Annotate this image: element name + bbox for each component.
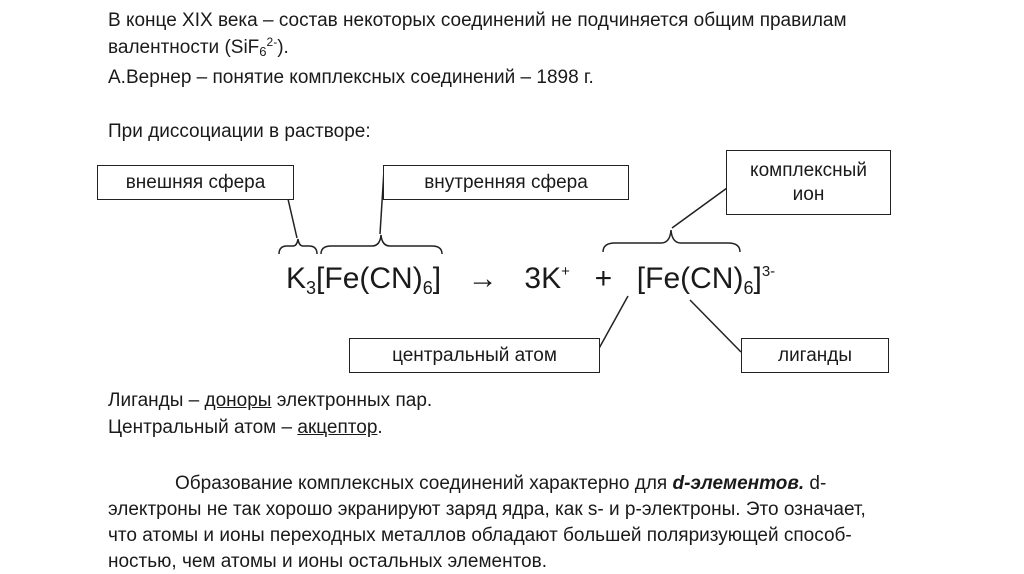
complex-ion-brace — [603, 230, 740, 252]
paragraph-line-3: что атомы и ионы переходных металлов обладают большей поляризующей способ- — [108, 525, 852, 546]
ligands-term: доноры — [204, 390, 272, 411]
inner-sphere-label: внутренняя сфера — [383, 165, 629, 200]
complex-ion-leader — [672, 188, 727, 228]
intro-line-2-suffix: ). — [277, 37, 289, 58]
ligands-definition-suffix: электронных пар. — [271, 390, 433, 411]
plus-sign: + — [594, 262, 613, 295]
outer-sphere-label: внешняя сфера — [97, 165, 294, 200]
complex-ion-charge: 3- — [761, 263, 776, 280]
dissociation-equation — [286, 261, 775, 297]
paragraph-line-4: ностью, чем атомы и ионы остальных элементов. — [108, 551, 547, 572]
central-atom-definition-suffix: . — [377, 417, 383, 438]
reaction-arrow: → — [467, 262, 498, 295]
ligands-definition-prefix: Лиганды – — [108, 390, 205, 411]
central-atom-leader — [597, 296, 628, 352]
intro-line-3: А.Вернер – понятие комплексных соединений – 1898 г. — [108, 67, 594, 88]
complex-left: [Fe(CN) — [316, 262, 423, 295]
cn-subscript-left: 6 — [422, 278, 433, 298]
bracket-close-left: ] — [432, 262, 442, 295]
potassium-symbol: K — [286, 262, 307, 295]
potassium-charge: + — [561, 263, 570, 280]
ligands-label: лиганды — [741, 338, 889, 373]
central-atom-term: акцептор — [297, 417, 378, 438]
central-atom-label: центральный атом — [349, 338, 600, 373]
paragraph-line-2: электроны не так хорошо экранируют заряд ядра, как s- и p-электроны. Это означает, — [108, 499, 866, 520]
central-atom-definition-prefix: Центральный атом – — [108, 417, 298, 438]
paragraph-line-1-prefix: Образование комплексных соединений характерно для — [175, 473, 673, 494]
cn-subscript-right: 6 — [743, 278, 754, 298]
formula-base: SiF — [230, 37, 260, 58]
potassium-subscript: 3 — [306, 278, 317, 298]
ligands-definition — [108, 389, 432, 413]
ligands-leader — [690, 300, 741, 352]
complex-right: [Fe(CN) — [636, 262, 744, 295]
outer-sphere-leader — [288, 199, 297, 238]
complex-ion-label — [726, 150, 891, 215]
paragraph-line-1 — [175, 472, 826, 496]
inner-sphere-brace — [321, 235, 442, 254]
outer-sphere-brace — [279, 239, 317, 254]
complex-ion-label-line-1: комплексный — [750, 159, 867, 181]
central-atom-definition — [108, 416, 383, 440]
intro-line-2-prefix: валентности ( — [108, 37, 231, 58]
paragraph-line-1-suffix: d- — [804, 473, 827, 494]
product-potassium-ion: 3K — [524, 262, 562, 295]
formula-subscript: 6 — [259, 44, 267, 59]
d-elements-term: d-элементов. — [672, 473, 805, 494]
formula-charge: 2- — [266, 35, 278, 49]
complex-ion-label-line-2: ион — [792, 183, 825, 205]
intro-line-1: В конце XIX века – состав некоторых соединений не подчиняется общим правилам — [108, 10, 847, 31]
intro-line-4: При диссоциации в растворе: — [108, 121, 371, 142]
bracket-close-right: ] — [753, 262, 762, 295]
